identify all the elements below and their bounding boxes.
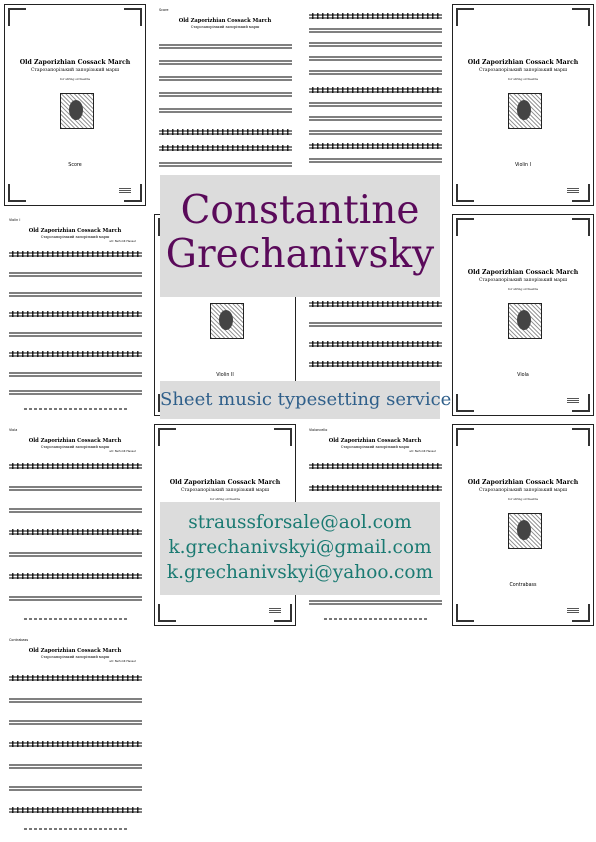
title-page-score [4,4,146,206]
part-name: Viola [517,373,529,378]
piece-subtitle: Старозапорізький запорізький марш [40,235,110,239]
part-label: Score [159,8,169,12]
service-text: Sheet music typesetting service [160,389,452,410]
publisher-logo [269,608,281,613]
part-label: Violoncello [309,428,328,432]
part-name: Violin II [216,373,234,378]
piece-subtitle: Старозапорізький запорізький марш [30,68,120,73]
piece-title: Old Zaporizhian Cossack March [467,59,579,66]
piece-subtitle: Старозапорізький запорізький марш [478,488,568,493]
part-label: Viola [9,428,18,432]
piece-for-line: for string orchestra [60,77,90,81]
part-label: Contrabass [9,638,29,642]
email-2[interactable]: k.grechanivskyi@gmail.com [168,537,432,558]
arranger: arr. Bertoldt Hauser [409,450,436,453]
piece-for-line: for string orchestra [508,497,538,501]
piece-subtitle: Старозапорізький запорізький марш [478,68,568,73]
emblem-image [508,303,542,339]
piece-subtitle: Старозапорізький запорізький марш [190,25,260,29]
contrabass-page [4,634,146,836]
publisher-logo [119,188,131,193]
piece-title: Old Zaporizhian Cossack March [467,269,579,276]
contacts-banner [160,502,440,595]
part-name: Contrabass [509,583,537,588]
emblem-image [508,93,542,129]
part-name: Violin I [514,163,532,168]
part-name: Score [68,163,82,168]
viola-page [4,424,146,626]
name-line-1: Constantine [180,188,420,233]
service-banner [160,381,452,419]
publisher-logo [567,188,579,193]
piece-title: Old Zaporizhian Cossack March [28,648,122,654]
piece-subtitle: Старозапорізький запорізький марш [180,488,270,493]
piece-for-line: for string orchestra [508,77,538,81]
emblem-image [210,303,244,339]
piece-subtitle: Старозапорізький запорізький марш [340,445,410,449]
arranger: arr. Bertoldt Hauser [109,660,136,663]
piece-title: Old Zaporizhian Cossack March [328,438,422,444]
piece-title: Old Zaporizhian Cossack March [28,438,122,444]
part-label: Violin I [9,218,21,222]
name-line-2: Grechanivsky [165,232,435,277]
piece-for-line: for string orchestra [508,287,538,291]
emblem-image [508,513,542,549]
piece-title: Old Zaporizhian Cossack March [178,18,272,24]
piece-subtitle: Старозапорізький запорізький марш [40,445,110,449]
arranger: arr. Bertoldt Hauser [109,450,136,453]
email-3[interactable]: k.grechanivskyi@yahoo.com [166,562,434,583]
publisher-logo [567,608,579,613]
emblem-image [60,93,94,129]
name-banner [160,175,440,297]
arranger: arr. Bertoldt Hauser [109,240,136,243]
publisher-logo [567,398,579,403]
piece-title: Old Zaporizhian Cossack March [467,479,579,486]
title-page-contrabass [452,424,594,626]
piece-subtitle: Старозапорізький запорізький марш [478,278,568,283]
title-page-viola [452,214,594,416]
piece-title: Old Zaporizhian Cossack March [169,479,281,486]
piece-title: Old Zaporizhian Cossack March [19,59,131,66]
piece-title: Old Zaporizhian Cossack March [28,228,122,234]
title-page-violin-1 [452,4,594,206]
email-1[interactable]: straussforsale@aol.com [188,512,412,533]
piece-subtitle: Старозапорізький запорізький марш [40,655,110,659]
violin-1-page [4,214,146,416]
piece-for-line: for string orchestra [210,497,240,501]
